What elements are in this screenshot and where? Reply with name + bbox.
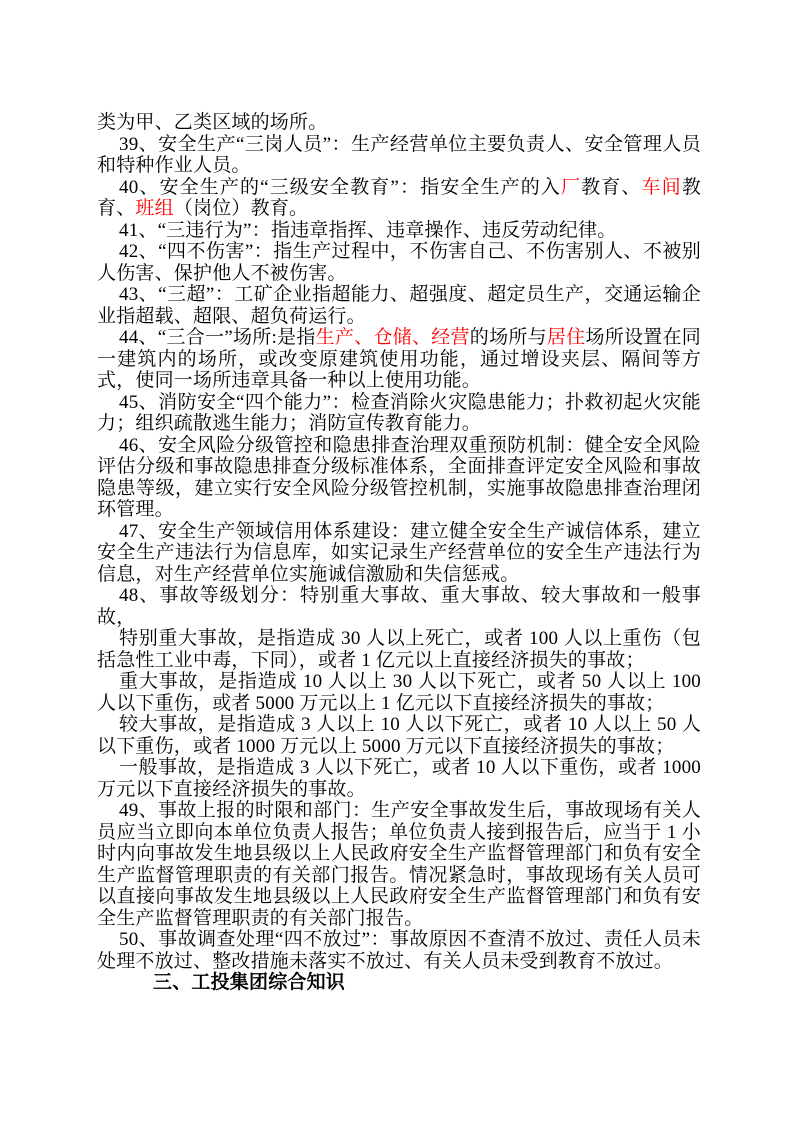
- document-body: [97, 112, 701, 994]
- paragraph: [97, 929, 701, 972]
- paragraph: [97, 800, 701, 929]
- text-run: 47、安全生产领域信用体系建设：建立健全安全生产诚信体系，建立安全生产违法行为信息库，如实记录生产经营单位的安全生产违法行为信息，对生产经营单位实施诚信激励和失信惩戒。: [97, 520, 701, 585]
- paragraph: [97, 241, 701, 284]
- paragraph: [97, 585, 701, 628]
- highlighted-text: 车间: [641, 176, 682, 198]
- text-run: 45、消防安全“四个能力”：检查消除火灾隐患能力；扑救初起火灾能力；组织疏散逃生能力；消防宣传教育能力。: [97, 391, 701, 434]
- paragraph: [97, 521, 701, 586]
- text-run: 类为甲、乙类区域的场所。: [97, 112, 328, 133]
- paragraph: [97, 714, 701, 757]
- text-run: 43、“三超”：工矿企业指超能力、超强度、超定员生产，交通运输企业指超载、超限、超负荷运行。: [97, 284, 701, 327]
- highlighted-text: 生产、仓储、经营: [315, 327, 470, 348]
- text-run: 教育、: [581, 176, 642, 198]
- paragraph: [97, 220, 701, 242]
- paragraph: [97, 284, 701, 327]
- text-run: （岗位）教育。: [173, 198, 309, 219]
- paragraph: [97, 177, 701, 220]
- text-run: 42、“四不伤害”：指生产过程中，不伤害自己、不伤害别人、不被别人伤害、保护他人不被伤害。: [97, 241, 701, 284]
- paragraph: [97, 392, 701, 435]
- paragraph: [97, 757, 701, 800]
- text-run: 49、事故上报的时限和部门：生产安全事故发生后，事故现场有关人员应当立即向本单位负责人报告；单位负责人接到报告后，应当于 1 小时内向事故发生地县级以上人民政府安全生产监督管理部门和负有安全生产监督管理职责的有关部门报告。情况紧急时，事故现场有关人员可以直接向事故发生地县级以上人民政府安全生产监督管理部门和负有安全生产监督管理职责的有关部门报告。: [97, 800, 701, 929]
- text-run: 场所设置在同一建筑内的场所，或改变原建筑使用功能，通过增设夹层、隔间等方式，使同一场所违章具备一种以上使用功能。: [97, 327, 701, 391]
- highlighted-text: 厂: [561, 176, 582, 198]
- section-heading: [97, 972, 701, 994]
- paragraph: [97, 112, 701, 134]
- paragraph: [97, 435, 701, 521]
- text-run: 特别重大事故，是指造成 30 人以上死亡，或者 100 人以上重伤（包括急性工业中毒，下同），或者 1 亿元以上直接经济损失的事故；: [97, 628, 701, 671]
- text-run: 39、安全生产“三岗人员”：生产经营单位主要负责人、安全管理人员和特种作业人员。: [97, 133, 701, 176]
- text-run: 教育、: [97, 176, 702, 219]
- text-run: 较大事故，是指造成 3 人以上 10 人以下死亡，或者 10 人以上 50 人以下重伤，或者 1000 万元以上 5000 万元以下直接经济损失的事故；: [97, 714, 701, 757]
- paragraph: [97, 327, 701, 392]
- text-run: 44、“三合一”场所:是指: [119, 327, 316, 348]
- highlighted-text: 班组: [135, 198, 174, 219]
- text-run: 40、安全生产的“三级安全教育”：指安全生产的入: [119, 176, 562, 198]
- paragraph: [97, 628, 701, 671]
- text-run: 一般事故，是指造成 3 人以下死亡，或者 10 人以下重伤，或者 1000 万元以下直接经济损失的事故。: [97, 757, 701, 800]
- highlighted-text: 居住: [546, 327, 586, 348]
- text-run: 41、“三违行为”：指违章指挥、违章操作、违反劳动纪律。: [119, 219, 617, 241]
- text-run: 重大事故，是指造成 10 人以上 30 人以下死亡，或者 50 人以上 100 人以下重伤，或者 5000 万元以上 1 亿元以下直接经济损失的事故；: [97, 671, 701, 714]
- paragraph: [97, 134, 701, 177]
- text-run: 48、事故等级划分：特别重大事故、重大事故、较大事故和一般事故，: [97, 585, 701, 628]
- text-run: 50、事故调查处理“四不放过”：事故原因不查清不放过、责任人员未处理不放过、整改措施未落实不放过、有关人员未受到教育不放过。: [97, 929, 701, 972]
- text-run: 的场所与: [469, 327, 547, 348]
- paragraph: [97, 671, 701, 714]
- text-run: 46、安全风险分级管控和隐患排查治理双重预防机制：健全安全风险评估分级和事故隐患排查分级标准体系，全面排查评定安全风险和事故隐患等级，建立实行安全风险分级管控机制，实施事故隐患排查治理闭环管理。: [97, 434, 701, 520]
- text-run: 三、工投集团综合知识: [153, 972, 346, 993]
